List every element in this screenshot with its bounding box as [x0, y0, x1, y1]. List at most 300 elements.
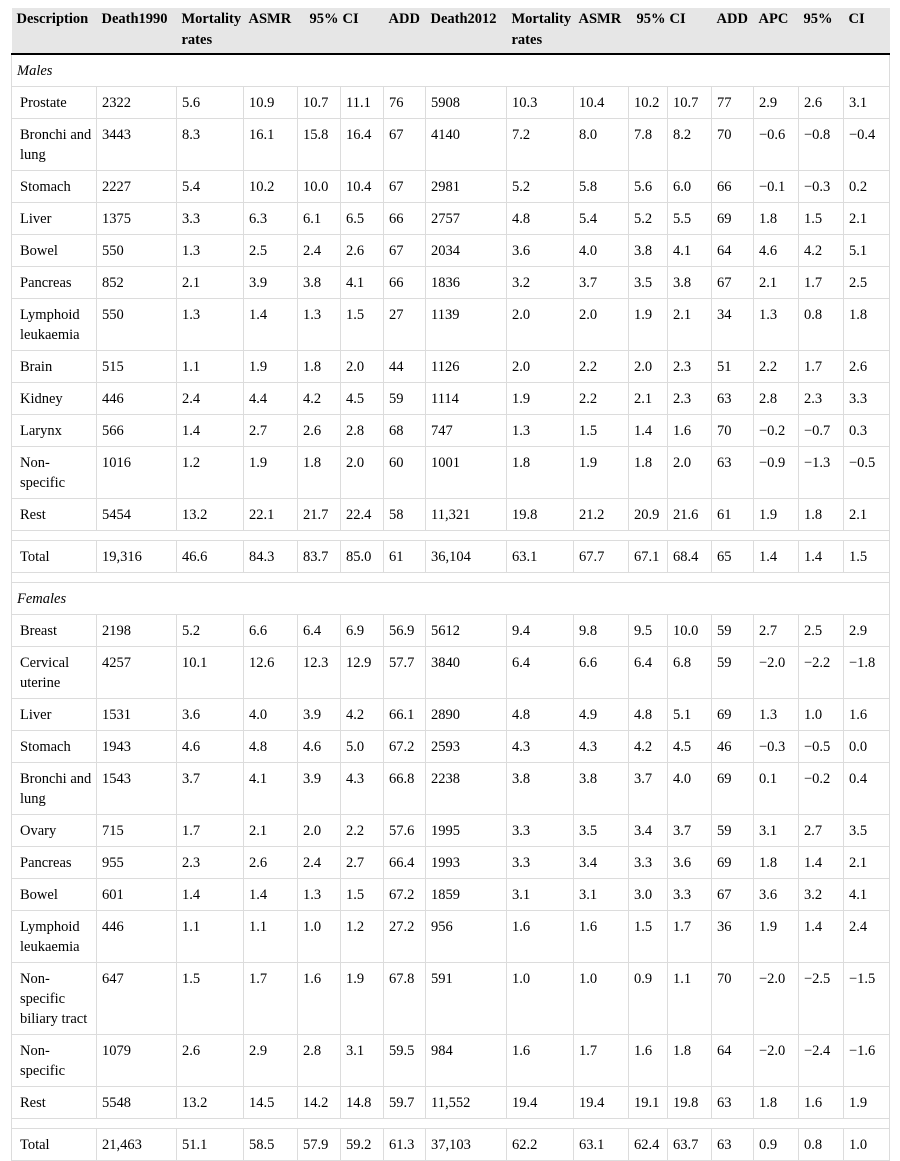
table-cell: 3.4	[629, 815, 668, 847]
table-cell: 3.3	[177, 203, 244, 235]
table-cell: 1079	[97, 1035, 177, 1087]
table-cell: 2.4	[177, 383, 244, 415]
table-cell: 1.4	[244, 879, 298, 911]
table-cell: 1995	[426, 815, 507, 847]
spacer-cell	[12, 1119, 890, 1129]
table-cell: 1543	[97, 763, 177, 815]
row-description: Cervical uterine	[12, 647, 97, 699]
table-cell: 591	[426, 963, 507, 1035]
table-cell: 2.0	[341, 447, 384, 499]
table-cell: 852	[97, 267, 177, 299]
table-cell: 4.9	[574, 699, 629, 731]
table-cell: 61	[712, 499, 754, 531]
table-cell: 5612	[426, 615, 507, 647]
table-cell: 3.1	[754, 815, 799, 847]
table-cell: −0.3	[754, 731, 799, 763]
table-cell: 1.8	[799, 499, 844, 531]
table-cell: −0.2	[754, 415, 799, 447]
table-cell: 4.0	[244, 699, 298, 731]
table-cell: 22.4	[341, 499, 384, 531]
section-title: Females	[12, 583, 890, 615]
table-cell: 2.4	[298, 235, 341, 267]
table-cell: 2.0	[298, 815, 341, 847]
table-cell: 70	[712, 415, 754, 447]
table-cell: 51	[712, 351, 754, 383]
table-cell: 10.7	[298, 87, 341, 119]
table-cell: 5548	[97, 1087, 177, 1119]
table-cell: 2.8	[754, 383, 799, 415]
table-cell: 4.6	[754, 235, 799, 267]
table-cell: 4.1	[668, 235, 712, 267]
table-cell: 21,463	[97, 1129, 177, 1161]
table-cell: 62.4	[629, 1129, 668, 1161]
table-cell: 3.0	[629, 879, 668, 911]
table-cell: 2.1	[844, 847, 890, 879]
table-cell: 1.9	[574, 447, 629, 499]
table-cell: 2.5	[244, 235, 298, 267]
table-cell: 7.2	[507, 119, 574, 171]
table-cell: 67	[712, 267, 754, 299]
table-cell: 0.8	[799, 1129, 844, 1161]
spacer-cell	[12, 573, 890, 583]
table-cell: 2034	[426, 235, 507, 267]
table-cell: 1.9	[844, 1087, 890, 1119]
table-cell: 2.6	[298, 415, 341, 447]
table-cell: 1.4	[177, 415, 244, 447]
header-death1990: Death1990	[101, 11, 168, 27]
table-cell: 63.1	[507, 541, 574, 573]
table-cell: 46	[712, 731, 754, 763]
table-cell: 2.1	[668, 299, 712, 351]
table-cell: 3.3	[507, 815, 574, 847]
row-description: Rest	[12, 499, 97, 531]
table-cell: 64	[712, 1035, 754, 1087]
table-row	[12, 299, 890, 351]
row-description: Total	[12, 541, 97, 573]
table-cell: 9.4	[507, 615, 574, 647]
table-cell: −2.5	[799, 963, 844, 1035]
table-cell: 2.8	[341, 415, 384, 447]
table-cell: 16.4	[341, 119, 384, 171]
table-cell: 4.3	[507, 731, 574, 763]
table-cell: 4.8	[507, 699, 574, 731]
table-cell: 3.5	[629, 267, 668, 299]
table-cell: 77	[712, 87, 754, 119]
table-cell: 4.1	[244, 763, 298, 815]
table-cell: 59	[712, 815, 754, 847]
table-cell: 67.2	[384, 879, 426, 911]
table-cell: 5.0	[341, 731, 384, 763]
table-cell: 6.9	[341, 615, 384, 647]
table-cell: 1.3	[298, 299, 341, 351]
table-cell: 2.2	[574, 351, 629, 383]
table-cell: 1.5	[844, 541, 890, 573]
table-cell: 66	[384, 267, 426, 299]
table-cell: 1.8	[754, 1087, 799, 1119]
row-description: Brain	[12, 351, 97, 383]
table-cell: 66	[712, 171, 754, 203]
table-cell: 1943	[97, 731, 177, 763]
table-cell: 2.6	[341, 235, 384, 267]
row-description: Breast	[12, 615, 97, 647]
table-cell: 21.2	[574, 499, 629, 531]
table-cell: 1.6	[668, 415, 712, 447]
table-cell: 0.4	[844, 763, 890, 815]
table-cell: 2.1	[754, 267, 799, 299]
table-cell: 2.7	[244, 415, 298, 447]
table-cell: 601	[97, 879, 177, 911]
table-cell: 1.5	[574, 415, 629, 447]
header-ci-1990-a: 95%	[309, 11, 339, 27]
table-cell: 5.2	[629, 203, 668, 235]
table-cell: 1.4	[799, 911, 844, 963]
header-add-2012: ADD	[716, 11, 748, 27]
table-cell: 61.3	[384, 1129, 426, 1161]
table-cell: 2890	[426, 699, 507, 731]
table-cell: 1.3	[754, 699, 799, 731]
table-cell: 2.5	[844, 267, 890, 299]
row-description: Stomach	[12, 731, 97, 763]
table-cell: 3.1	[574, 879, 629, 911]
table-cell: 10.4	[574, 87, 629, 119]
table-cell: 1016	[97, 447, 177, 499]
table-cell: 2.6	[244, 847, 298, 879]
table-cell: 63.7	[668, 1129, 712, 1161]
table-cell: 5908	[426, 87, 507, 119]
table-cell: 56.9	[384, 615, 426, 647]
table-cell: 66.4	[384, 847, 426, 879]
table-cell: 11,321	[426, 499, 507, 531]
table-cell: 1531	[97, 699, 177, 731]
table-cell: 67	[384, 171, 426, 203]
table-cell: 4.2	[341, 699, 384, 731]
females-total-row	[12, 1129, 890, 1161]
table-cell: 59	[712, 647, 754, 699]
table-cell: 1139	[426, 299, 507, 351]
table-cell: 2.2	[754, 351, 799, 383]
table-cell: 3.9	[244, 267, 298, 299]
table-cell: 21.6	[668, 499, 712, 531]
table-cell: 70	[712, 119, 754, 171]
males-section-header	[12, 54, 890, 87]
table-cell: 2.6	[177, 1035, 244, 1087]
table-cell: 66.8	[384, 763, 426, 815]
table-cell: 1.2	[177, 447, 244, 499]
table-cell: 16.1	[244, 119, 298, 171]
table-cell: 956	[426, 911, 507, 963]
table-cell: 2322	[97, 87, 177, 119]
table-cell: −0.1	[754, 171, 799, 203]
table-cell: 5.2	[177, 615, 244, 647]
table-cell: 67.1	[629, 541, 668, 573]
table-cell: 12.3	[298, 647, 341, 699]
table-cell: 0.9	[754, 1129, 799, 1161]
row-description: Bronchi and lung	[12, 763, 97, 815]
table-cell: 57.9	[298, 1129, 341, 1161]
table-cell: 9.8	[574, 615, 629, 647]
table-cell: 1.1	[244, 911, 298, 963]
table-cell: 2.4	[298, 847, 341, 879]
table-cell: 2.2	[574, 383, 629, 415]
table-cell: 65	[712, 541, 754, 573]
table-cell: 1.9	[507, 383, 574, 415]
table-cell: 11,552	[426, 1087, 507, 1119]
table-cell: 13.2	[177, 499, 244, 531]
table-cell: 3.8	[668, 267, 712, 299]
table-cell: 19.8	[668, 1087, 712, 1119]
table-cell: 1.0	[844, 1129, 890, 1161]
table-row	[12, 351, 890, 383]
table-cell: 2.7	[341, 847, 384, 879]
table-cell: 1.1	[668, 963, 712, 1035]
table-cell: 3.6	[668, 847, 712, 879]
table-cell: 3.9	[298, 763, 341, 815]
table-cell: 6.3	[244, 203, 298, 235]
table-cell: 1.1	[177, 351, 244, 383]
table-cell: −2.4	[799, 1035, 844, 1087]
table-cell: 2227	[97, 171, 177, 203]
table-cell: 2.3	[668, 351, 712, 383]
table-cell: 2238	[426, 763, 507, 815]
table-cell: 2.0	[341, 351, 384, 383]
table-cell: 1.7	[799, 267, 844, 299]
table-cell: 2.0	[668, 447, 712, 499]
table-cell: 84.3	[244, 541, 298, 573]
row-description: Bronchi and lung	[12, 119, 97, 171]
table-cell: −1.6	[844, 1035, 890, 1087]
table-cell: 67	[384, 235, 426, 267]
table-cell: 4.3	[574, 731, 629, 763]
table-cell: 36,104	[426, 541, 507, 573]
table-cell: 647	[97, 963, 177, 1035]
table-cell: 10.2	[629, 87, 668, 119]
table-cell: −0.5	[844, 447, 890, 499]
table-cell: 2.0	[507, 299, 574, 351]
table-row	[12, 815, 890, 847]
table-cell: −2.0	[754, 647, 799, 699]
table-cell: 11.1	[341, 87, 384, 119]
header-asmr-2012: ASMR	[578, 11, 622, 27]
table-cell: 10.3	[507, 87, 574, 119]
header-ci-1990-b: CI	[342, 11, 359, 27]
table-cell: 4.0	[574, 235, 629, 267]
table-row	[12, 235, 890, 267]
females-section-header	[12, 583, 890, 615]
table-cell: 19.1	[629, 1087, 668, 1119]
table-cell: 9.5	[629, 615, 668, 647]
table-cell: 63	[712, 383, 754, 415]
table-cell: 1.9	[754, 499, 799, 531]
mortality-table	[11, 8, 890, 1161]
table-cell: 59	[384, 383, 426, 415]
table-cell: 4.8	[244, 731, 298, 763]
table-cell: 67.2	[384, 731, 426, 763]
table-cell: 1.3	[177, 235, 244, 267]
table-cell: 46.6	[177, 541, 244, 573]
row-description: Ovary	[12, 815, 97, 847]
row-description: Non-specific biliary tract	[12, 963, 97, 1035]
table-cell: 10.9	[244, 87, 298, 119]
table-cell: 3.7	[574, 267, 629, 299]
table-cell: 68.4	[668, 541, 712, 573]
table-cell: 4.8	[629, 699, 668, 731]
table-cell: 515	[97, 351, 177, 383]
table-cell: 3.8	[629, 235, 668, 267]
table-cell: 66.1	[384, 699, 426, 731]
table-cell: 85.0	[341, 541, 384, 573]
table-cell: 1.3	[754, 299, 799, 351]
table-cell: 566	[97, 415, 177, 447]
table-cell: 64	[712, 235, 754, 267]
table-cell: 2.1	[844, 203, 890, 235]
table-cell: 2.6	[799, 87, 844, 119]
table-cell: 3.3	[668, 879, 712, 911]
table-cell: 2981	[426, 171, 507, 203]
row-description: Non-specific	[12, 447, 97, 499]
table-cell: 3.1	[844, 87, 890, 119]
table-cell: 10.4	[341, 171, 384, 203]
table-cell: 34	[712, 299, 754, 351]
table-cell: 1.3	[298, 879, 341, 911]
table-cell: 3.4	[574, 847, 629, 879]
table-cell: 1.7	[668, 911, 712, 963]
table-cell: 59.5	[384, 1035, 426, 1087]
table-cell: 12.6	[244, 647, 298, 699]
table-cell: 0.8	[799, 299, 844, 351]
table-cell: 6.6	[574, 647, 629, 699]
row-description: Pancreas	[12, 267, 97, 299]
table-cell: 10.2	[244, 171, 298, 203]
table-cell: 1.9	[629, 299, 668, 351]
table-cell: 13.2	[177, 1087, 244, 1119]
header-add-1990: ADD	[388, 11, 420, 27]
table-cell: 3.8	[507, 763, 574, 815]
table-cell: 1.8	[507, 447, 574, 499]
table-cell: 19,316	[97, 541, 177, 573]
table-cell: 1126	[426, 351, 507, 383]
table-cell: 20.9	[629, 499, 668, 531]
table-cell: 2.9	[754, 87, 799, 119]
table-cell: 3.5	[844, 815, 890, 847]
table-row	[12, 699, 890, 731]
row-description: Bowel	[12, 879, 97, 911]
table-cell: 2.3	[799, 383, 844, 415]
spacer-row	[12, 531, 890, 541]
table-cell: 5.6	[629, 171, 668, 203]
table-cell: 60	[384, 447, 426, 499]
table-cell: 58.5	[244, 1129, 298, 1161]
table-cell: 1.1	[177, 911, 244, 963]
section-title: Males	[12, 54, 890, 87]
table-row	[12, 447, 890, 499]
table-cell: 446	[97, 911, 177, 963]
table-cell: 2.3	[177, 847, 244, 879]
table-cell: 5.6	[177, 87, 244, 119]
row-description: Liver	[12, 699, 97, 731]
table-cell: 3840	[426, 647, 507, 699]
table-cell: 63	[712, 1087, 754, 1119]
table-cell: 550	[97, 299, 177, 351]
table-cell: 5.1	[668, 699, 712, 731]
table-cell: 1.5	[799, 203, 844, 235]
table-cell: −0.7	[799, 415, 844, 447]
table-cell: 1.7	[574, 1035, 629, 1087]
table-cell: 67.8	[384, 963, 426, 1035]
table-cell: 14.8	[341, 1087, 384, 1119]
table-cell: 3443	[97, 119, 177, 171]
table-cell: 1.8	[668, 1035, 712, 1087]
table-cell: 1.6	[298, 963, 341, 1035]
table-cell: 0.2	[844, 171, 890, 203]
table-cell: 1.8	[298, 351, 341, 383]
table-cell: 51.1	[177, 1129, 244, 1161]
table-cell: 67	[712, 879, 754, 911]
table-cell: 63.1	[574, 1129, 629, 1161]
table-row	[12, 383, 890, 415]
table-cell: 2.0	[574, 299, 629, 351]
table-cell: 5.8	[574, 171, 629, 203]
table-cell: 1.5	[177, 963, 244, 1035]
table-cell: 1.0	[799, 699, 844, 731]
row-description: Non-specific	[12, 1035, 97, 1087]
table-cell: 4.6	[298, 731, 341, 763]
table-cell: 4140	[426, 119, 507, 171]
table-cell: 19.4	[574, 1087, 629, 1119]
table-cell: 5.1	[844, 235, 890, 267]
row-description: Larynx	[12, 415, 97, 447]
table-cell: 10.1	[177, 647, 244, 699]
table-cell: −0.5	[799, 731, 844, 763]
table-cell: 3.6	[507, 235, 574, 267]
table-cell: 0.9	[629, 963, 668, 1035]
table-cell: 5.4	[177, 171, 244, 203]
table-cell: 1114	[426, 383, 507, 415]
table-cell: 70	[712, 963, 754, 1035]
table-cell: 0.3	[844, 415, 890, 447]
table-cell: 5.4	[574, 203, 629, 235]
row-description: Rest	[12, 1087, 97, 1119]
table-cell: 57.6	[384, 815, 426, 847]
table-cell: 10.0	[668, 615, 712, 647]
table-cell: 3.9	[298, 699, 341, 731]
row-description: Lymphoid leukaemia	[12, 299, 97, 351]
table-cell: 3.3	[507, 847, 574, 879]
table-cell: 4.6	[177, 731, 244, 763]
table-cell: 1.6	[629, 1035, 668, 1087]
table-row	[12, 731, 890, 763]
table-cell: 1.4	[799, 541, 844, 573]
table-cell: 5.2	[507, 171, 574, 203]
table-cell: 8.3	[177, 119, 244, 171]
table-cell: 1.5	[341, 879, 384, 911]
table-cell: −0.2	[799, 763, 844, 815]
table-row	[12, 615, 890, 647]
table-cell: 0.0	[844, 731, 890, 763]
table-cell: 1.6	[799, 1087, 844, 1119]
table-row	[12, 763, 890, 815]
table-row	[12, 171, 890, 203]
table-cell: 6.4	[629, 647, 668, 699]
table-cell: 6.0	[668, 171, 712, 203]
table-cell: 5.5	[668, 203, 712, 235]
table-cell: 59	[712, 615, 754, 647]
table-cell: 3.3	[629, 847, 668, 879]
table-cell: 10.7	[668, 87, 712, 119]
table-cell: 1.4	[754, 541, 799, 573]
table-cell: 3.1	[507, 879, 574, 911]
table-cell: 4.0	[668, 763, 712, 815]
table-cell: 3.6	[177, 699, 244, 731]
